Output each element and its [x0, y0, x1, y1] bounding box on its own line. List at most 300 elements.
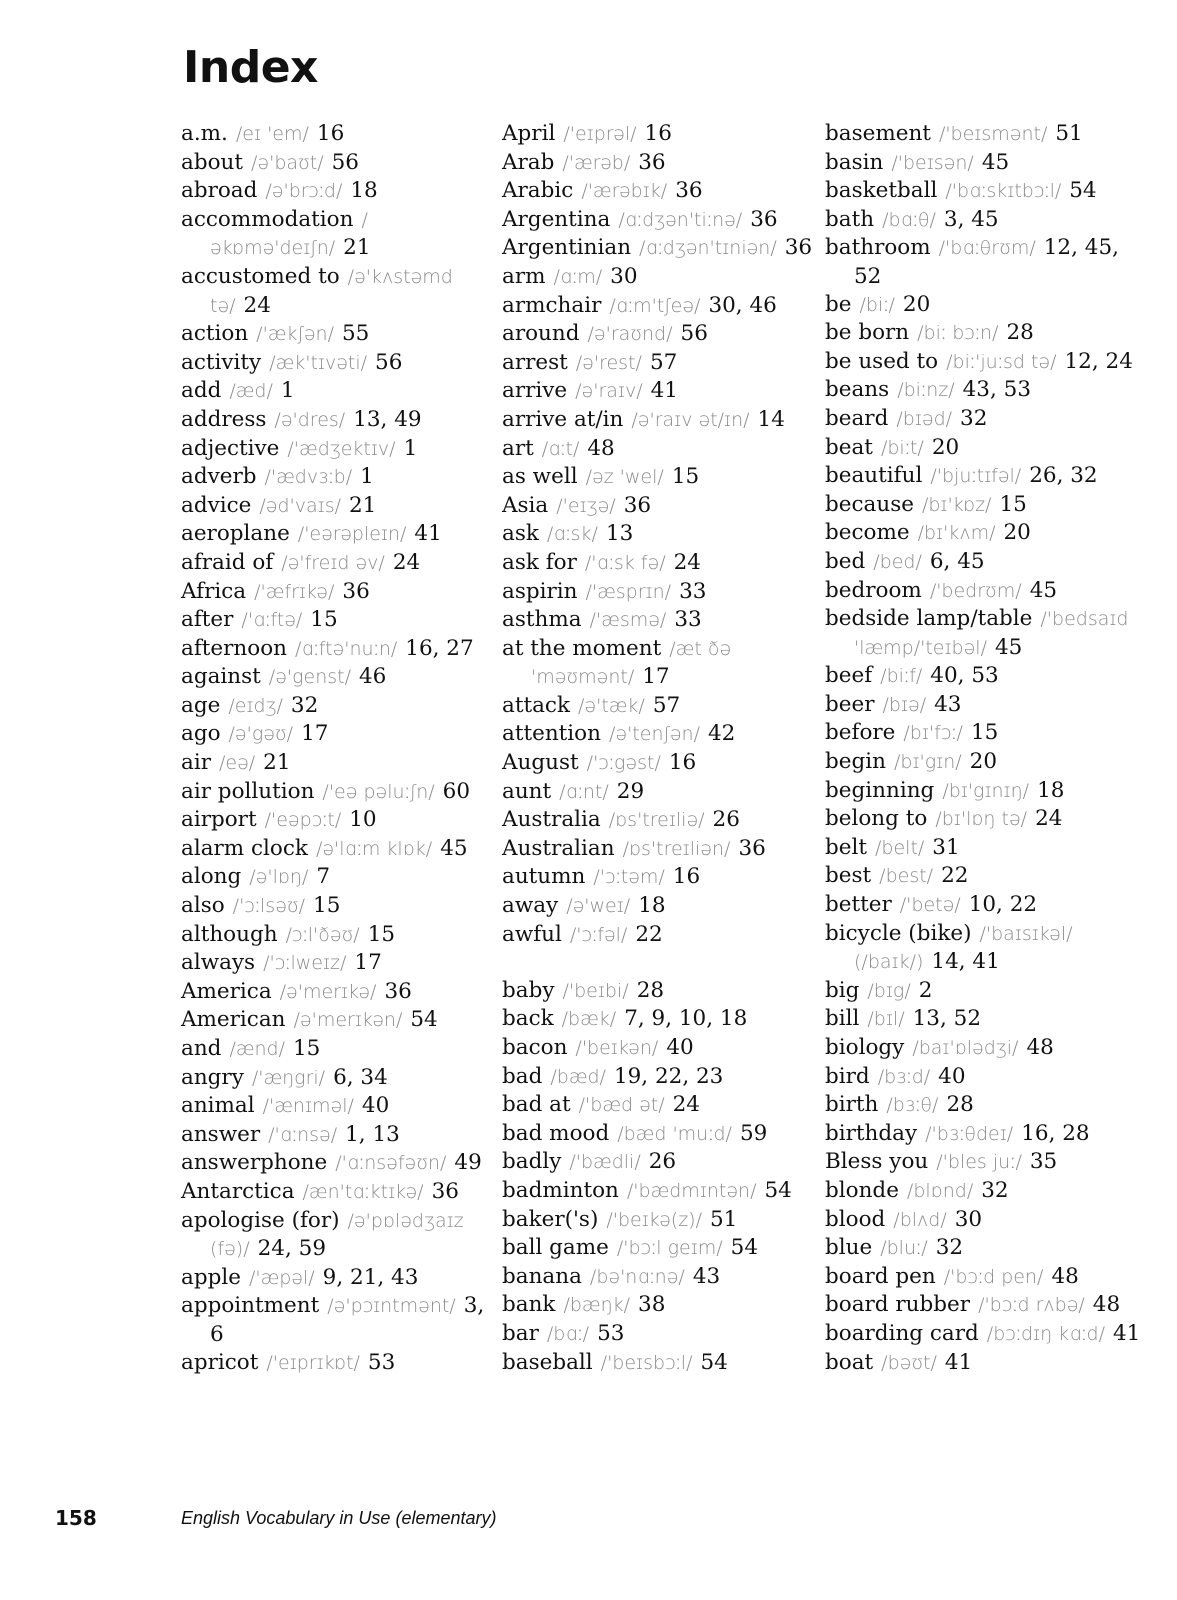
entry-pronunciation: /əz 'wel/ [585, 466, 664, 489]
entry-pronunciation: /biːt/ [880, 436, 924, 459]
entry-pages: 45 [994, 634, 1023, 660]
entry-pronunciation: /'æŋgri/ [251, 1066, 326, 1089]
index-entry [502, 892, 822, 921]
entry-word: abroad [181, 178, 258, 204]
entry-pronunciation: /ɑːdʒən'tiːnə/ [618, 208, 743, 231]
entry-pronunciation: /'æpəl/ [248, 1266, 315, 1289]
entry-word: basketball [825, 178, 938, 204]
entry-pronunciation: /'bedrʊm/ [929, 579, 1022, 602]
entry-pronunciation: /bɪ'gɪnɪŋ/ [942, 779, 1030, 802]
entry-pronunciation: /'bædli/ [569, 1151, 641, 1174]
entry-word: Asia [502, 492, 549, 518]
entry-pages: 33 [674, 607, 702, 633]
entry-word: after [181, 607, 234, 633]
section-gap [502, 949, 822, 977]
index-entry [502, 292, 822, 321]
entry-word: aeroplane [181, 521, 290, 547]
entry-pronunciation: /ɑːftə'nuːn/ [295, 637, 398, 660]
entry-pronunciation: /əkɒmə'deɪʃn/ [210, 208, 368, 260]
entry-word: aspirin [502, 578, 578, 604]
entry-pages: 32 [960, 405, 988, 431]
entry-word: Africa [181, 578, 247, 604]
entry-pronunciation: /ə'weɪ/ [566, 895, 631, 918]
entry-pronunciation: /'beɪsmənt/ [938, 123, 1048, 145]
entry-word: apricot [181, 1349, 259, 1375]
index-entry [181, 692, 501, 721]
index-entry [825, 1148, 1145, 1177]
entry-pages: 54 [764, 1177, 792, 1203]
index-entry [502, 1005, 822, 1034]
entry-word: beer [825, 691, 875, 717]
entry-pages: 48 [587, 435, 615, 461]
entry-pronunciation: /'bɔːd pen/ [943, 1265, 1044, 1288]
index-entry [502, 1263, 822, 1292]
entry-pronunciation: /ə'brɔːd/ [265, 180, 343, 203]
index-entry [181, 720, 501, 749]
entry-pages: 10 [349, 807, 377, 833]
entry-pronunciation: /ɒs'treɪliə/ [608, 809, 705, 832]
index-entry [502, 177, 822, 206]
index-entry [181, 120, 501, 149]
index-entry [825, 491, 1145, 520]
entry-word: appointment [181, 1293, 320, 1319]
entry-pronunciation: /'ɔːlsəʊ/ [232, 895, 306, 918]
index-entry [181, 635, 501, 664]
entry-pronunciation: /ɑːnt/ [559, 780, 609, 803]
entry-pronunciation: /'beɪsən/ [891, 151, 974, 174]
entry-word: August [502, 750, 579, 776]
entry-word: art [502, 435, 534, 461]
entry-pronunciation: /'beɪsbɔːl/ [600, 1351, 693, 1374]
entry-pronunciation: /'betə/ [899, 894, 961, 917]
entry-word: as well [502, 464, 578, 490]
entry-pronunciation: /'bɜːθdeɪ/ [925, 1122, 1014, 1145]
entry-word: bed [825, 548, 866, 574]
entry-pages: 54 [700, 1349, 728, 1375]
entry-pronunciation: /'ækʃən/ [256, 323, 334, 346]
entry-pronunciation: /'ænɪməl/ [262, 1095, 354, 1118]
entry-pronunciation: /ɑːdʒən'tɪniən/ [639, 237, 777, 260]
entry-pages: 20 [902, 291, 931, 317]
entry-pronunciation: /'bɔːl geɪm/ [616, 1237, 723, 1260]
entry-pages: 13 [605, 521, 634, 547]
entry-pronunciation: /æd/ [229, 380, 273, 403]
entry-word: boarding card [825, 1320, 979, 1346]
entry-pronunciation: /'beɪkə(z)/ [606, 1208, 702, 1231]
entry-pronunciation: /belt/ [875, 836, 925, 859]
entry-word: belt [825, 834, 868, 860]
entry-word: beef [825, 663, 873, 689]
entry-pages: 41 [944, 1349, 973, 1375]
index-entry [181, 492, 501, 521]
entry-word: be [825, 291, 852, 317]
index-entry [825, 662, 1145, 691]
entry-pronunciation: /ɑːt/ [541, 437, 580, 460]
entry-word: blonde [825, 1177, 899, 1203]
entry-pages: 32 [935, 1235, 964, 1261]
entry-word: about [181, 149, 244, 175]
entry-pronunciation: /bed/ [873, 550, 922, 573]
entry-word: best [825, 863, 872, 889]
entry-pages: 36 [342, 578, 370, 604]
entry-pages: 46 [359, 664, 387, 690]
entry-pronunciation: /bæd 'muːd/ [617, 1122, 732, 1145]
entry-pronunciation: /bæk/ [561, 1008, 617, 1031]
entry-pages: 36 [431, 1178, 459, 1204]
entry-pronunciation: /ə'pɒlədʒaɪz (fə)/ [210, 1209, 464, 1261]
entry-pronunciation: /bɪl/ [867, 1008, 905, 1031]
entry-word: armchair [502, 292, 602, 318]
entry-pages: 43, 53 [962, 377, 1032, 403]
entry-pronunciation: /ə'gəʊ/ [228, 723, 294, 746]
index-entry [502, 1206, 822, 1235]
entry-word: bath [825, 206, 875, 232]
entry-pages: 30 [954, 1206, 983, 1232]
entry-pages: 48 [1092, 1292, 1121, 1318]
entry-pages: 7, 9, 10, 18 [624, 1006, 748, 1032]
entry-pages: 14 [757, 406, 785, 432]
entry-pronunciation: /'bɑːθrʊm/ [938, 237, 1036, 260]
entry-pages: 38 [638, 1292, 666, 1318]
entry-pages: 18 [350, 178, 378, 204]
entry-pages: 32 [290, 692, 319, 718]
index-column-3 [825, 120, 1145, 1377]
entry-pronunciation: /bɔːdɪŋ kɑːd/ [986, 1322, 1105, 1345]
entry-word: animal [181, 1093, 255, 1119]
entry-pages: 56 [331, 149, 359, 175]
entry-pronunciation: /'eɪprɪkɒt/ [266, 1351, 360, 1374]
index-entry [502, 806, 822, 835]
entry-pronunciation: /'ɔːtəm/ [593, 866, 665, 889]
index-entry [825, 920, 1145, 977]
index-entry [502, 1148, 822, 1177]
entry-pages: 56 [680, 321, 708, 347]
index-entry [825, 691, 1145, 720]
entry-pronunciation: /əd'vaɪs/ [259, 494, 341, 517]
entry-word: bad [502, 1063, 543, 1089]
entry-pronunciation: /best/ [879, 865, 934, 888]
entry-word: alarm clock [181, 835, 308, 861]
entry-pages: 18 [638, 893, 666, 919]
entry-pages: 17 [642, 664, 670, 690]
index-entry [825, 834, 1145, 863]
entry-pronunciation: /ə'tenʃən/ [608, 723, 700, 746]
entry-pronunciation: /'ɑːftə/ [241, 609, 303, 632]
entry-word: bicycle (bike) [825, 920, 972, 946]
index-entry [825, 577, 1145, 606]
index-entry [181, 1178, 501, 1207]
entry-pages: 32 [981, 1177, 1009, 1203]
index-entry [181, 749, 501, 778]
entry-pages: 51 [1055, 121, 1083, 146]
entry-pages: 12, 24 [1064, 348, 1133, 374]
entry-word: bedside lamp/table [825, 606, 1033, 632]
index-entry [502, 1120, 822, 1149]
entry-pages: 16 [316, 121, 345, 146]
index-entry [502, 406, 822, 435]
entry-word: better [825, 892, 892, 918]
entry-pronunciation: /'æsprɪn/ [585, 580, 672, 603]
index-entry [502, 320, 822, 349]
index-entry [502, 263, 822, 292]
index-entry [181, 778, 501, 807]
entry-word: baker('s) [502, 1206, 599, 1232]
entry-pronunciation: /blʌd/ [893, 1208, 947, 1231]
index-entry [825, 777, 1145, 806]
index-entry [181, 406, 501, 435]
entry-pages: 24 [243, 292, 271, 318]
entry-pages: 54 [730, 1235, 759, 1261]
entry-word: back [502, 1006, 554, 1032]
entry-word: Arab [502, 149, 555, 175]
index-entry [181, 177, 501, 206]
entry-pages: 1 [360, 464, 374, 490]
entry-word: be used to [825, 348, 939, 374]
entry-word: against [181, 664, 261, 690]
entry-pronunciation: /'ɑːnsəfəʊn/ [335, 1152, 447, 1175]
entry-pages: 20 [1003, 520, 1031, 546]
index-entry [502, 635, 822, 692]
entry-word: adverb [181, 464, 257, 490]
entry-word: Argentinian [502, 235, 632, 261]
entry-word: awful [502, 921, 562, 947]
entry-pages: 36 [738, 835, 766, 861]
entry-pronunciation: /ə'merɪkə/ [279, 980, 377, 1003]
index-entry [502, 720, 822, 749]
entry-word: baby [502, 977, 555, 1003]
entry-word: a.m. [181, 121, 228, 146]
entry-pronunciation: /'ɔːgəst/ [586, 752, 661, 775]
index-column-2 [502, 120, 822, 1377]
index-entry [502, 1177, 822, 1206]
index-entry [181, 1292, 501, 1348]
index-entry [502, 463, 822, 492]
entry-pronunciation: /bɑː/ [546, 1322, 590, 1345]
index-entry [825, 1349, 1145, 1378]
entry-word: America [181, 978, 272, 1004]
index-entry [181, 349, 501, 378]
entry-pages: 18 [1037, 777, 1065, 803]
entry-word: basin [825, 149, 884, 175]
entry-pronunciation: /biː/ [859, 293, 895, 316]
entry-pages: 35 [1029, 1149, 1058, 1175]
entry-word: before [825, 720, 896, 746]
index-entry [825, 1177, 1145, 1206]
entry-word: around [502, 321, 580, 347]
index-entry [825, 805, 1145, 834]
index-entry [181, 921, 501, 950]
entry-pages: 13, 49 [353, 406, 422, 432]
book-title: English Vocabulary in Use (elementary) [181, 1508, 497, 1528]
index-entry [825, 1091, 1145, 1120]
index-entry [502, 206, 822, 235]
entry-pages: 42 [708, 721, 736, 747]
entry-pages: 19, 22, 23 [613, 1063, 724, 1089]
index-entry [181, 578, 501, 607]
entry-pages: 3, 45 [943, 206, 999, 232]
entry-word: asthma [502, 607, 582, 633]
entry-word: arrive at/in [502, 406, 624, 432]
index-entry [502, 977, 822, 1006]
entry-pages: 1, 13 [345, 1121, 400, 1147]
entry-word: Antarctica [181, 1178, 295, 1204]
index-entry [825, 1320, 1145, 1349]
entry-pronunciation: /'eərəpleɪn/ [297, 523, 407, 546]
entry-word: bank [502, 1292, 556, 1318]
index-entry [502, 1063, 822, 1092]
index-entry [181, 1035, 501, 1064]
entry-pages: 24 [392, 549, 421, 575]
entry-pages: 36 [675, 178, 703, 204]
entry-pages: 22 [635, 921, 663, 947]
entry-pages: 53 [597, 1320, 625, 1346]
entry-pages: 15 [313, 893, 341, 919]
entry-pages: 15 [970, 720, 999, 746]
entry-pages: 7 [316, 864, 331, 890]
entry-pronunciation: /biː'juːsd tə/ [946, 350, 1057, 373]
index-entry [825, 977, 1145, 1006]
entry-word: Bless you [825, 1149, 929, 1175]
entry-pronunciation: /'bles juː/ [936, 1151, 1022, 1174]
entry-pages: 15 [367, 921, 396, 947]
entry-pronunciation: /ænd/ [229, 1038, 285, 1060]
entry-pages: 21 [263, 750, 291, 776]
entry-word: ask [502, 521, 539, 547]
index-entry [825, 1234, 1145, 1263]
entry-pages: 54 [410, 1007, 438, 1033]
entry-word: also [181, 893, 225, 919]
entry-word: afternoon [181, 635, 287, 661]
entry-pages: 15 [293, 1036, 321, 1061]
entry-pages: 21 [343, 235, 371, 261]
entry-pages: 15 [671, 464, 700, 490]
entry-word: accustomed to [181, 263, 340, 289]
index-entry [502, 749, 822, 778]
entry-word: blood [825, 1206, 886, 1232]
index-entry [502, 1291, 822, 1320]
entry-word: aunt [502, 778, 552, 804]
entry-pronunciation: /ɑːm'tʃeə/ [609, 294, 701, 317]
index-entry [825, 319, 1145, 348]
entry-pages: 29 [616, 778, 645, 804]
index-entry [502, 921, 822, 950]
entry-pages: 33 [679, 578, 707, 604]
index-entry [825, 605, 1145, 662]
page-title: Index [183, 42, 318, 93]
entry-pages: 31 [932, 834, 960, 860]
entry-word: airport [181, 807, 257, 833]
entry-word: although [181, 921, 278, 947]
entry-pronunciation: /bɪə/ [882, 693, 927, 716]
index-entry [502, 1091, 822, 1120]
entry-pages: 10, 22 [968, 892, 1038, 918]
entry-pages: 21 [349, 492, 377, 518]
entry-word: away [502, 893, 559, 919]
entry-pronunciation: /'ɔːlweɪz/ [263, 952, 347, 975]
entry-pronunciation: /'eə pəluːʃn/ [322, 780, 435, 803]
entry-word: at the moment [502, 635, 662, 661]
entry-pronunciation: /bə'nɑːnə/ [589, 1265, 685, 1288]
entry-word: beard [825, 405, 889, 431]
entry-pages: 9, 21, 43 [322, 1264, 419, 1290]
index-entry [181, 520, 501, 549]
entry-pages: 26 [712, 807, 740, 833]
entry-pronunciation: /æn'tɑːktɪkə/ [302, 1180, 424, 1203]
entry-pages: 30 [610, 263, 638, 289]
index-entry [181, 1349, 501, 1378]
entry-pages: 41 [650, 378, 678, 404]
entry-pronunciation: /ə'merɪkən/ [293, 1009, 403, 1032]
entry-pages: 45 [981, 149, 1010, 175]
entry-pages: 51 [710, 1206, 738, 1232]
entry-word: birthday [825, 1120, 918, 1146]
index-entry [181, 663, 501, 692]
entry-pronunciation: /bɑːθ/ [882, 208, 936, 231]
index-entry [825, 206, 1145, 235]
entry-pages: 14, 41 [931, 949, 1000, 975]
entry-pronunciation: /bɪəd/ [896, 407, 953, 430]
entry-pronunciation: /'bjuːtɪfəl/ [930, 465, 1022, 488]
entry-word: air [181, 750, 211, 776]
entry-word: board pen [825, 1263, 936, 1289]
entry-pages: 45 [440, 835, 468, 861]
entry-pages: 26 [648, 1149, 677, 1175]
index-entry [181, 806, 501, 835]
entry-pronunciation: /æt ðə 'məʊmənt/ [531, 637, 732, 689]
entry-pages: 30, 46 [708, 292, 777, 318]
entry-pronunciation: /ə'rest/ [575, 351, 642, 374]
entry-pages: 40 [666, 1035, 694, 1060]
entry-word: blue [825, 1235, 873, 1261]
index-entry [825, 149, 1145, 178]
entry-word: basement [825, 121, 931, 146]
index-entry [181, 949, 501, 978]
entry-word: age [181, 692, 221, 718]
entry-pronunciation: /bɪ'gɪn/ [893, 751, 962, 774]
index-entry [825, 862, 1145, 891]
entry-pronunciation: /'baɪsɪkəl/ (/baɪk/) [854, 922, 1073, 974]
entry-pages: 28 [946, 1092, 974, 1118]
entry-word: Arabic [502, 178, 574, 204]
index-entry [181, 1006, 501, 1035]
entry-pages: 40 [361, 1093, 390, 1119]
index-entry [825, 1034, 1145, 1063]
entry-pages: 48 [1026, 1035, 1054, 1060]
entry-word: be born [825, 320, 910, 346]
entry-pronunciation: /ə'lɒŋ/ [249, 866, 309, 889]
index-entry [502, 149, 822, 178]
entry-pronunciation: /bæd/ [550, 1065, 606, 1088]
entry-pronunciation: /bɪ'lɒŋ tə/ [935, 808, 1028, 831]
entry-pages: 15 [999, 491, 1027, 517]
index-entry [825, 434, 1145, 463]
entry-pronunciation: /biːnz/ [897, 379, 955, 402]
entry-word: bedroom [825, 577, 922, 603]
entry-word: ask for [502, 549, 577, 575]
index-entry [825, 376, 1145, 405]
index-entry [825, 177, 1145, 206]
index-entry [181, 377, 501, 406]
entry-pronunciation: /ə'pɔɪntmənt/ [327, 1295, 456, 1318]
entry-pages: 36 [784, 235, 813, 261]
entry-pronunciation: /ɒs'treɪliən/ [622, 837, 731, 860]
index-entry [825, 1206, 1145, 1235]
entry-pages: 36 [638, 149, 666, 175]
entry-pronunciation: /'ædvɜːb/ [264, 466, 353, 489]
index-entry [502, 863, 822, 892]
entry-pages: 41 [414, 521, 442, 547]
entry-pronunciation: /ɑːm/ [553, 265, 603, 288]
